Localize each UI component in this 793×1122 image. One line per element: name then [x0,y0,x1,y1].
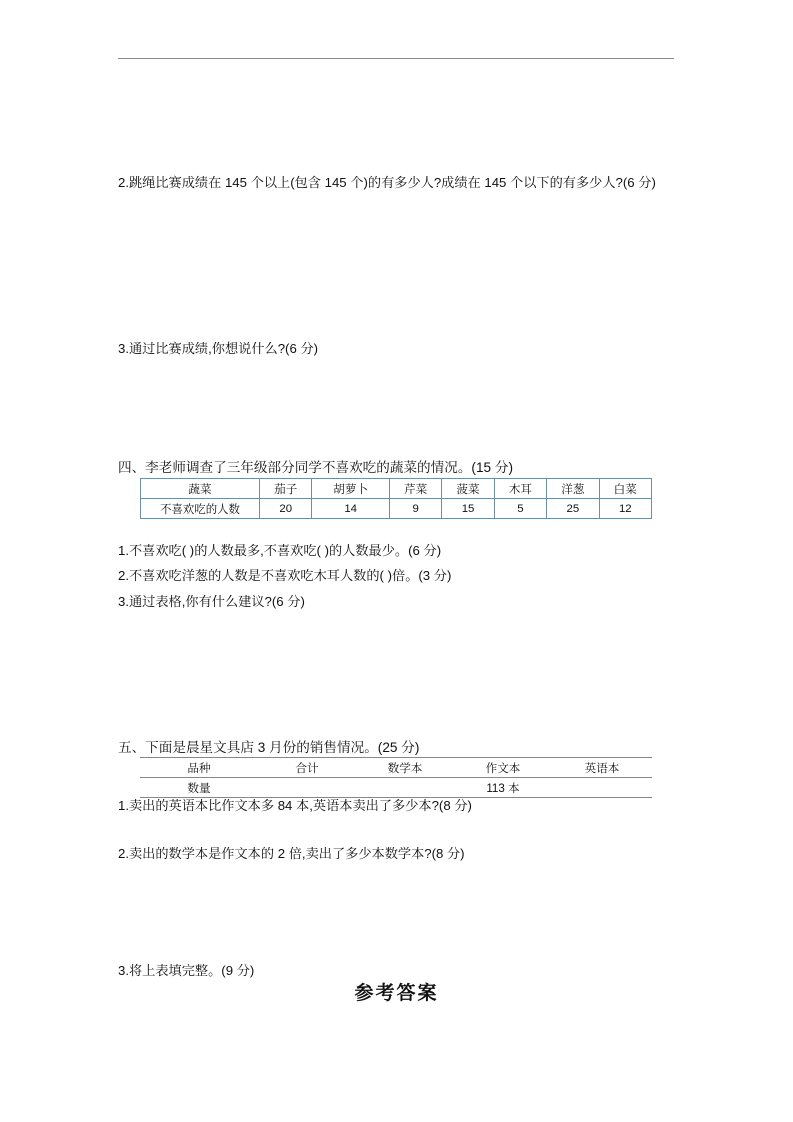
section-four-title: 四、李老师调查了三年级部分同学不喜欢吃的蔬菜的情况。(15 分) [118,460,513,475]
cell-fungus-count: 5 [494,499,546,519]
col-header-composition-book: 作文本 [454,758,552,778]
table-row [141,479,652,499]
col-header-math-book: 数学本 [356,758,454,778]
question-2-skipping: 2.跳绳比赛成绩在 145 个以上(包含 145 个)的有多少人?成绩在 145 个以下的有多少人?(6 分) [118,175,656,190]
section-five-question-3: 3.将上表填完整。(9 分) [118,963,255,978]
section-five-title: 五、下面是晨星文具店 3 月份的销售情况。(25 分) [118,740,420,755]
col-header-english-book: 英语本 [552,758,652,778]
cell-eggplant-count: 20 [260,499,312,519]
cell-celery-count: 9 [389,499,441,519]
table-row [141,499,652,519]
row-label-dislike-count: 不喜欢吃的人数 [141,499,260,519]
row-label-vegetable: 蔬菜 [141,479,260,499]
cell-carrot-count: 14 [312,499,390,519]
question-3-thoughts: 3.通过比赛成绩,你想说什么?(6 分) [118,341,319,356]
header-divider [118,58,674,59]
col-header-carrot: 胡萝卜 [312,479,390,499]
row-label-category: 品种 [140,758,258,778]
col-header-spinach: 菠菜 [442,479,494,499]
row-label-quantity: 数量 [140,778,258,798]
section-four-question-3: 3.通过表格,你有什么建议?(6 分) [118,594,305,609]
section-four-question-2: 2.不喜欢吃洋葱的人数是不喜欢吃木耳人数的( )倍。(3 分) [118,568,452,583]
cell-spinach-count: 15 [442,499,494,519]
vegetable-survey-table [140,478,652,519]
col-header-eggplant: 茄子 [260,479,312,499]
table-row [140,758,652,778]
cell-cabbage-count: 12 [599,499,651,519]
stationery-sales-table [140,757,652,798]
cell-onion-count: 25 [547,499,599,519]
col-header-fungus: 木耳 [494,479,546,499]
cell-composition-book-quantity: 113 本 [454,778,552,798]
col-header-total: 合计 [258,758,356,778]
section-five-question-1: 1.卖出的英语本比作文本多 84 本,英语本卖出了多少本?(8 分) [118,798,472,813]
section-four-question-1: 1.不喜欢吃( )的人数最多,不喜欢吃( )的人数最少。(6 分) [118,543,442,558]
col-header-celery: 芹菜 [389,479,441,499]
answers-heading: 参考答案 [354,983,439,1004]
col-header-cabbage: 白菜 [599,479,651,499]
section-five-question-2: 2.卖出的数学本是作文本的 2 倍,卖出了多少本数学本?(8 分) [118,846,465,861]
col-header-onion: 洋葱 [547,479,599,499]
